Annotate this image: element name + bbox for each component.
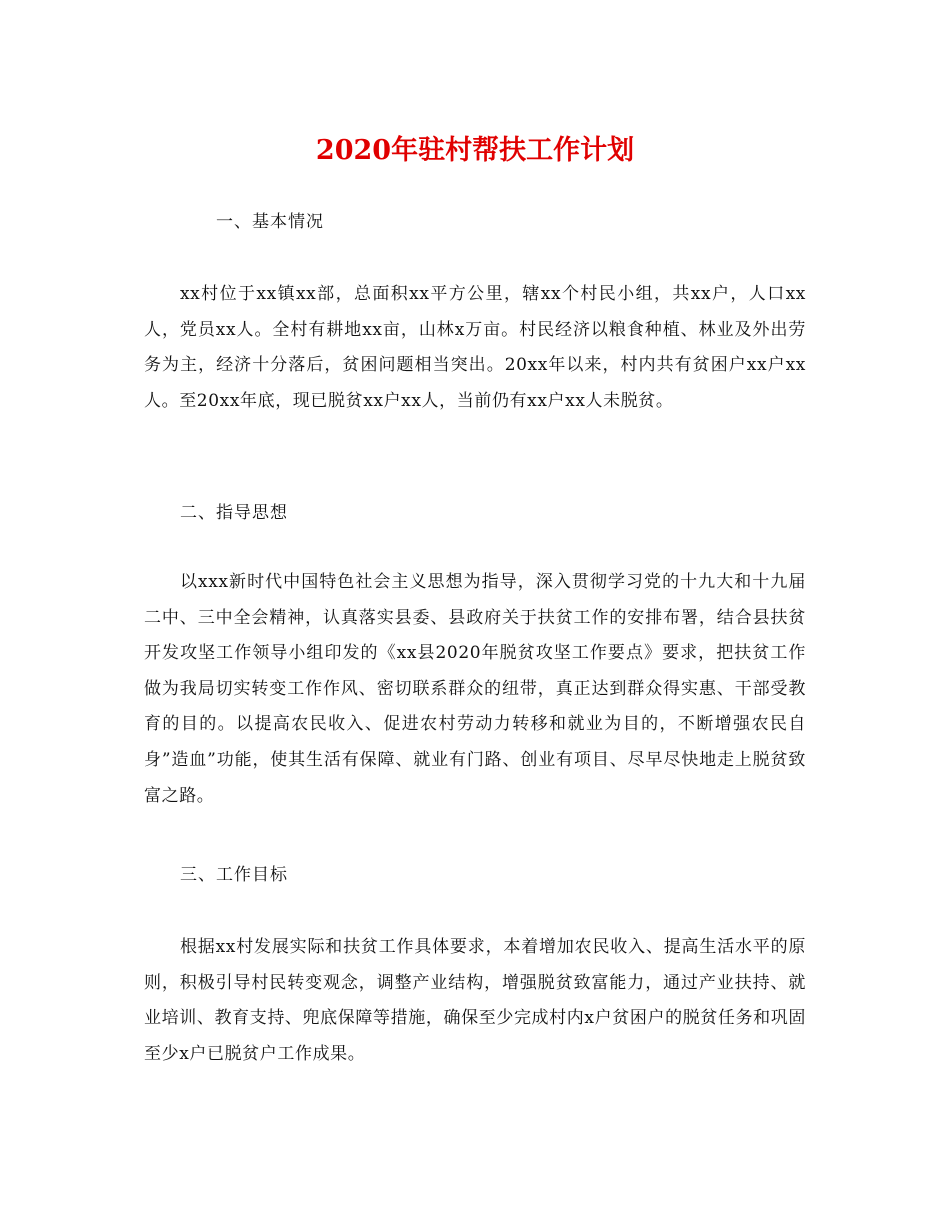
section-paragraph-work-goals: 根据xx村发展实际和扶贫工作具体要求，本着增加农民收入、提高生活水平的原则，积极引导村民转变观念，调整产业结构，增强脱贫致富能力，通过产业扶持、就业培训、教育支持、兜底保障等措施，确保至少完成村内x户贫困户的脱贫任务和巩固至少x户已脱贫户工作成果。 [144, 937, 806, 1064]
section-heading-work-goals: 三、工作目标 [180, 865, 288, 885]
section-paragraph-basic-situation: xx村位于xx镇xx部，总面积xx平方公里，辖xx个村民小组，共xx户，人口xx人，党员xx人。全村有耕地xx亩，山林x万亩。村民经济以粮食种植、林业及外出劳务为主，经济十分落后，贫困问题相当突出。20xx年以来，村内共有贫困户xx户xx人。至20xx年底，现已脱贫xx户xx人，当前仍有xx户xx人未脱贫。 [144, 284, 806, 411]
section-heading-basic-situation: 一、基本情况 [216, 212, 324, 232]
document-title: 2020年驻村帮扶工作计划 [315, 135, 635, 166]
section-heading-guiding-thought: 二、指导思想 [180, 503, 288, 523]
section-paragraph-guiding-thought: 以xxx新时代中国特色社会主义思想为指导，深入贯彻学习党的十九大和十九届二中、三中全会精神，认真落实县委、县政府关于扶贫工作的安排布署，结合县扶贫开发攻坚工作领导小组印发的《xx县2020年脱贫攻坚工作要点》要求，把扶贫工作做为我局切实转变工作作风、密切联系群众的纽带，真正达到群众得实惠、干部受教育的目的。以提高农民收入、促进农村劳动力转移和就业为目的，不断增强农民自身”造血”功能，使其生活有保障、就业有门路、创业有项目、尽早尽快地走上脱贫致富之路。 [144, 572, 806, 806]
